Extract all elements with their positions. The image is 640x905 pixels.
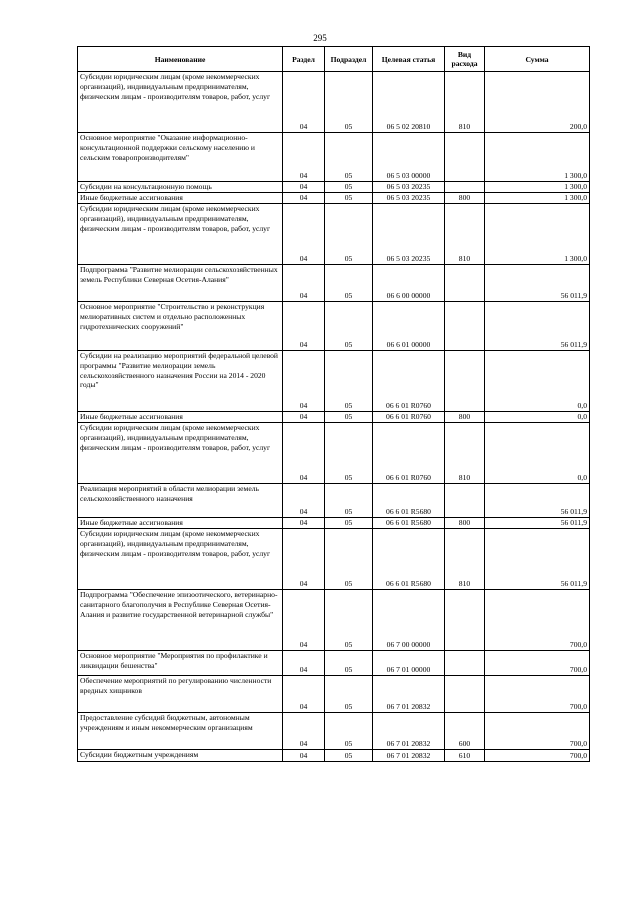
row-name: Основное мероприятие "Строительство и реконструкция мелиоративных систем и отдельно расположенных гидротехнических сооружений" [78,302,283,351]
row-section: 04 [283,412,325,423]
row-subsection: 05 [325,484,373,518]
row-sum: 56 011,9 [485,484,590,518]
row-section: 04 [283,750,325,762]
row-target: 06 6 01 R5680 [373,484,445,518]
row-target: 06 7 01 20832 [373,750,445,762]
row-expense-type: 810 [445,72,485,133]
row-name: Иные бюджетные ассигнования [78,412,283,423]
row-expense-type [445,351,485,412]
row-subsection: 05 [325,412,373,423]
row-expense-type [445,182,485,193]
row-sum: 700,0 [485,713,590,750]
row-subsection: 05 [325,204,373,265]
row-section: 04 [283,529,325,590]
row-expense-type [445,651,485,676]
row-name: Субсидии юридическим лицам (кроме некоммерческих организаций), индивидуальным предпринимателям, физическим лицам - производителям товаров, работ, услуг [78,72,283,133]
row-subsection: 05 [325,193,373,204]
header-expense-type: Вид расхода [445,47,485,72]
row-sum: 700,0 [485,676,590,713]
row-subsection: 05 [325,590,373,651]
row-target: 06 6 01 R5680 [373,529,445,590]
row-name: Реализация мероприятий в области мелиорации земель сельскохозяйственного назначения [78,484,283,518]
page-number: 295 [313,33,327,43]
row-subsection: 05 [325,713,373,750]
row-target: 06 6 01 R5680 [373,518,445,529]
row-sum: 56 011,9 [485,529,590,590]
row-sum: 700,0 [485,750,590,762]
row-subsection: 05 [325,423,373,484]
row-subsection: 05 [325,651,373,676]
row-target: 06 6 01 R0760 [373,412,445,423]
row-target: 06 5 03 00000 [373,133,445,182]
row-expense-type: 600 [445,713,485,750]
row-name: Основное мероприятие "Оказание информационно-консультационной поддержки сельскому населению и сельским товаропроизводителям" [78,133,283,182]
row-sum: 700,0 [485,651,590,676]
row-expense-type [445,133,485,182]
table-row [78,713,590,750]
table-row [78,72,590,133]
row-name: Подпрограмма "Обеспечение эпизоотического, ветеринарно-санитарного благополучия в Республике Северная Осетия-Алания и развитие государственной ветеринарной службы" [78,590,283,651]
row-sum: 1 300,0 [485,204,590,265]
table-header-row [78,47,590,72]
row-subsection: 05 [325,265,373,302]
table-row [78,529,590,590]
row-subsection: 05 [325,72,373,133]
table-row [78,423,590,484]
row-sum: 56 011,9 [485,518,590,529]
row-name: Иные бюджетные ассигнования [78,193,283,204]
header-subsection: Подраздел [325,47,373,72]
table-row [78,484,590,518]
row-section: 04 [283,484,325,518]
table-row [78,193,590,204]
row-sum: 1 300,0 [485,133,590,182]
header-name: Наименование [78,47,283,72]
table-row [78,518,590,529]
row-name: Субсидии юридическим лицам (кроме некоммерческих организаций), индивидуальным предпринимателям, физическим лицам - производителям товаров, работ, услуг [78,204,283,265]
row-target: 06 7 00 00000 [373,590,445,651]
table-row [78,412,590,423]
row-expense-type [445,590,485,651]
row-name: Субсидии бюджетным учреждениям [78,750,283,762]
row-subsection: 05 [325,518,373,529]
row-section: 04 [283,590,325,651]
row-subsection: 05 [325,676,373,713]
row-sum: 0,0 [485,412,590,423]
row-subsection: 05 [325,351,373,412]
table-row [78,265,590,302]
row-expense-type: 610 [445,750,485,762]
row-target: 06 7 01 20832 [373,676,445,713]
row-target: 06 5 02 20810 [373,72,445,133]
row-target: 06 5 03 20235 [373,193,445,204]
row-section: 04 [283,518,325,529]
row-target: 06 7 01 20832 [373,713,445,750]
header-sum: Сумма [485,47,590,72]
table-row [78,302,590,351]
row-section: 04 [283,182,325,193]
row-expense-type: 810 [445,204,485,265]
row-subsection: 05 [325,529,373,590]
row-subsection: 05 [325,750,373,762]
row-name: Обеспечение мероприятий по регулированию численности вредных хищников [78,676,283,713]
budget-table [77,46,590,762]
table-row [78,133,590,182]
row-name: Предоставление субсидий бюджетным, автономным учреждениям и иным некоммерческим организациям [78,713,283,750]
row-expense-type: 810 [445,529,485,590]
row-target: 06 5 03 20235 [373,182,445,193]
row-name: Подпрограмма "Развитие мелиорации сельскохозяйственных земель Республики Северная Осетия-Алания" [78,265,283,302]
row-subsection: 05 [325,182,373,193]
row-sum: 0,0 [485,351,590,412]
row-sum: 0,0 [485,423,590,484]
table-row [78,676,590,713]
table-row [78,590,590,651]
row-sum: 56 011,9 [485,302,590,351]
row-subsection: 05 [325,133,373,182]
row-section: 04 [283,133,325,182]
row-section: 04 [283,676,325,713]
table-row [78,351,590,412]
row-expense-type [445,484,485,518]
row-target: 06 6 01 00000 [373,302,445,351]
row-section: 04 [283,265,325,302]
table-row [78,204,590,265]
row-section: 04 [283,713,325,750]
row-target: 06 7 01 00000 [373,651,445,676]
row-target: 06 6 00 00000 [373,265,445,302]
row-expense-type: 810 [445,423,485,484]
row-expense-type [445,265,485,302]
row-target: 06 6 01 R0760 [373,351,445,412]
row-name: Субсидии юридическим лицам (кроме некоммерческих организаций), индивидуальным предпринимателям, физическим лицам - производителям товаров, работ, услуг [78,529,283,590]
row-sum: 1 300,0 [485,182,590,193]
row-target: 06 5 03 20235 [373,204,445,265]
row-sum: 200,0 [485,72,590,133]
table-row [78,750,590,762]
row-section: 04 [283,651,325,676]
row-section: 04 [283,193,325,204]
row-name: Основное мероприятие "Мероприятия по профилактике и ликвидации бешенства" [78,651,283,676]
row-subsection: 05 [325,302,373,351]
table-row [78,651,590,676]
row-section: 04 [283,72,325,133]
row-expense-type: 800 [445,412,485,423]
row-name: Субсидии юридическим лицам (кроме некоммерческих организаций), индивидуальным предпринимателям, физическим лицам - производителям товаров, работ, услуг [78,423,283,484]
row-section: 04 [283,302,325,351]
header-target: Целевая статья [373,47,445,72]
row-sum: 1 300,0 [485,193,590,204]
row-sum: 700,0 [485,590,590,651]
row-target: 06 6 01 R0760 [373,423,445,484]
header-section: Раздел [283,47,325,72]
row-section: 04 [283,423,325,484]
row-expense-type [445,302,485,351]
row-name: Иные бюджетные ассигнования [78,518,283,529]
row-sum: 56 011,9 [485,265,590,302]
row-name: Субсидии на реализацию мероприятий федеральной целевой программы "Развитие мелиорации земель сельскохозяйственного назначения России на 2014 - 2020 годы" [78,351,283,412]
row-expense-type: 800 [445,193,485,204]
row-section: 04 [283,204,325,265]
table-row [78,182,590,193]
row-expense-type: 800 [445,518,485,529]
row-section: 04 [283,351,325,412]
row-expense-type [445,676,485,713]
row-name: Субсидии на консультационную помощь [78,182,283,193]
